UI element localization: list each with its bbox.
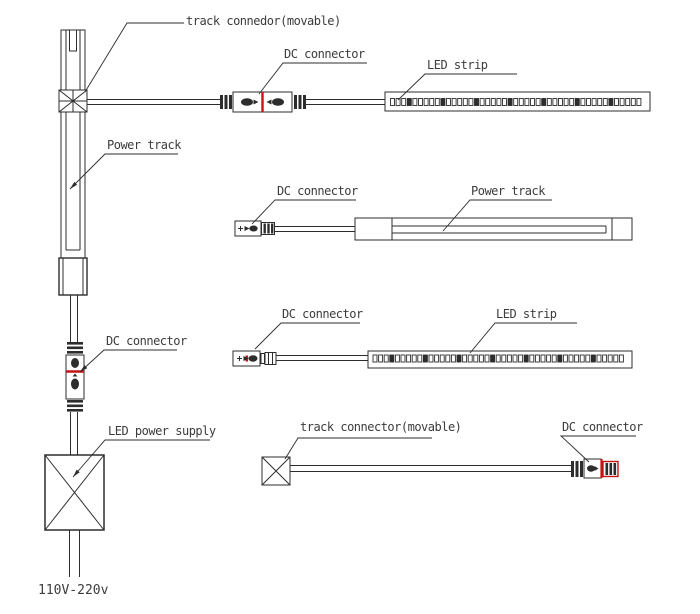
track-connector-bottom-icon xyxy=(262,457,571,485)
label-top-led-strip: LED strip xyxy=(427,58,488,72)
label-top-dc-connector: DC connector xyxy=(284,47,365,61)
dc-connector-row3-icon xyxy=(233,351,368,366)
dc-connector-top-icon xyxy=(220,92,306,112)
led-power-supply-icon xyxy=(45,455,104,577)
label-bottom-dc-connector: DC connector xyxy=(562,420,643,434)
track-connector-top-icon xyxy=(59,90,87,112)
dc-connector-bottom-icon xyxy=(571,459,618,478)
label-bottom-track-connector: track connector(movable) xyxy=(300,420,462,434)
power-track-horizontal-icon xyxy=(355,218,632,240)
label-top-track-connector: track connedor(movable) xyxy=(186,14,341,28)
led-strip-top-icon xyxy=(385,92,650,111)
label-strip-row-dc-connector: DC connector xyxy=(282,307,363,321)
label-power-track-vertical: Power track xyxy=(107,138,181,152)
label-mid-power-track: Power track xyxy=(471,184,545,198)
label-led-power-supply: LED power supply xyxy=(108,424,216,438)
label-supply-voltage: 110V-220v xyxy=(38,583,109,598)
label-left-dc-connector: DC connector xyxy=(106,334,187,348)
label-strip-row-led-strip: LED strip xyxy=(496,307,557,321)
led-strip-row3-icon xyxy=(368,351,632,368)
label-mid-dc-connector: DC connector xyxy=(277,184,358,198)
dc-connector-left-icon xyxy=(66,295,84,455)
leader-lines xyxy=(70,23,636,477)
power-track-vertical-drawing xyxy=(59,30,87,295)
